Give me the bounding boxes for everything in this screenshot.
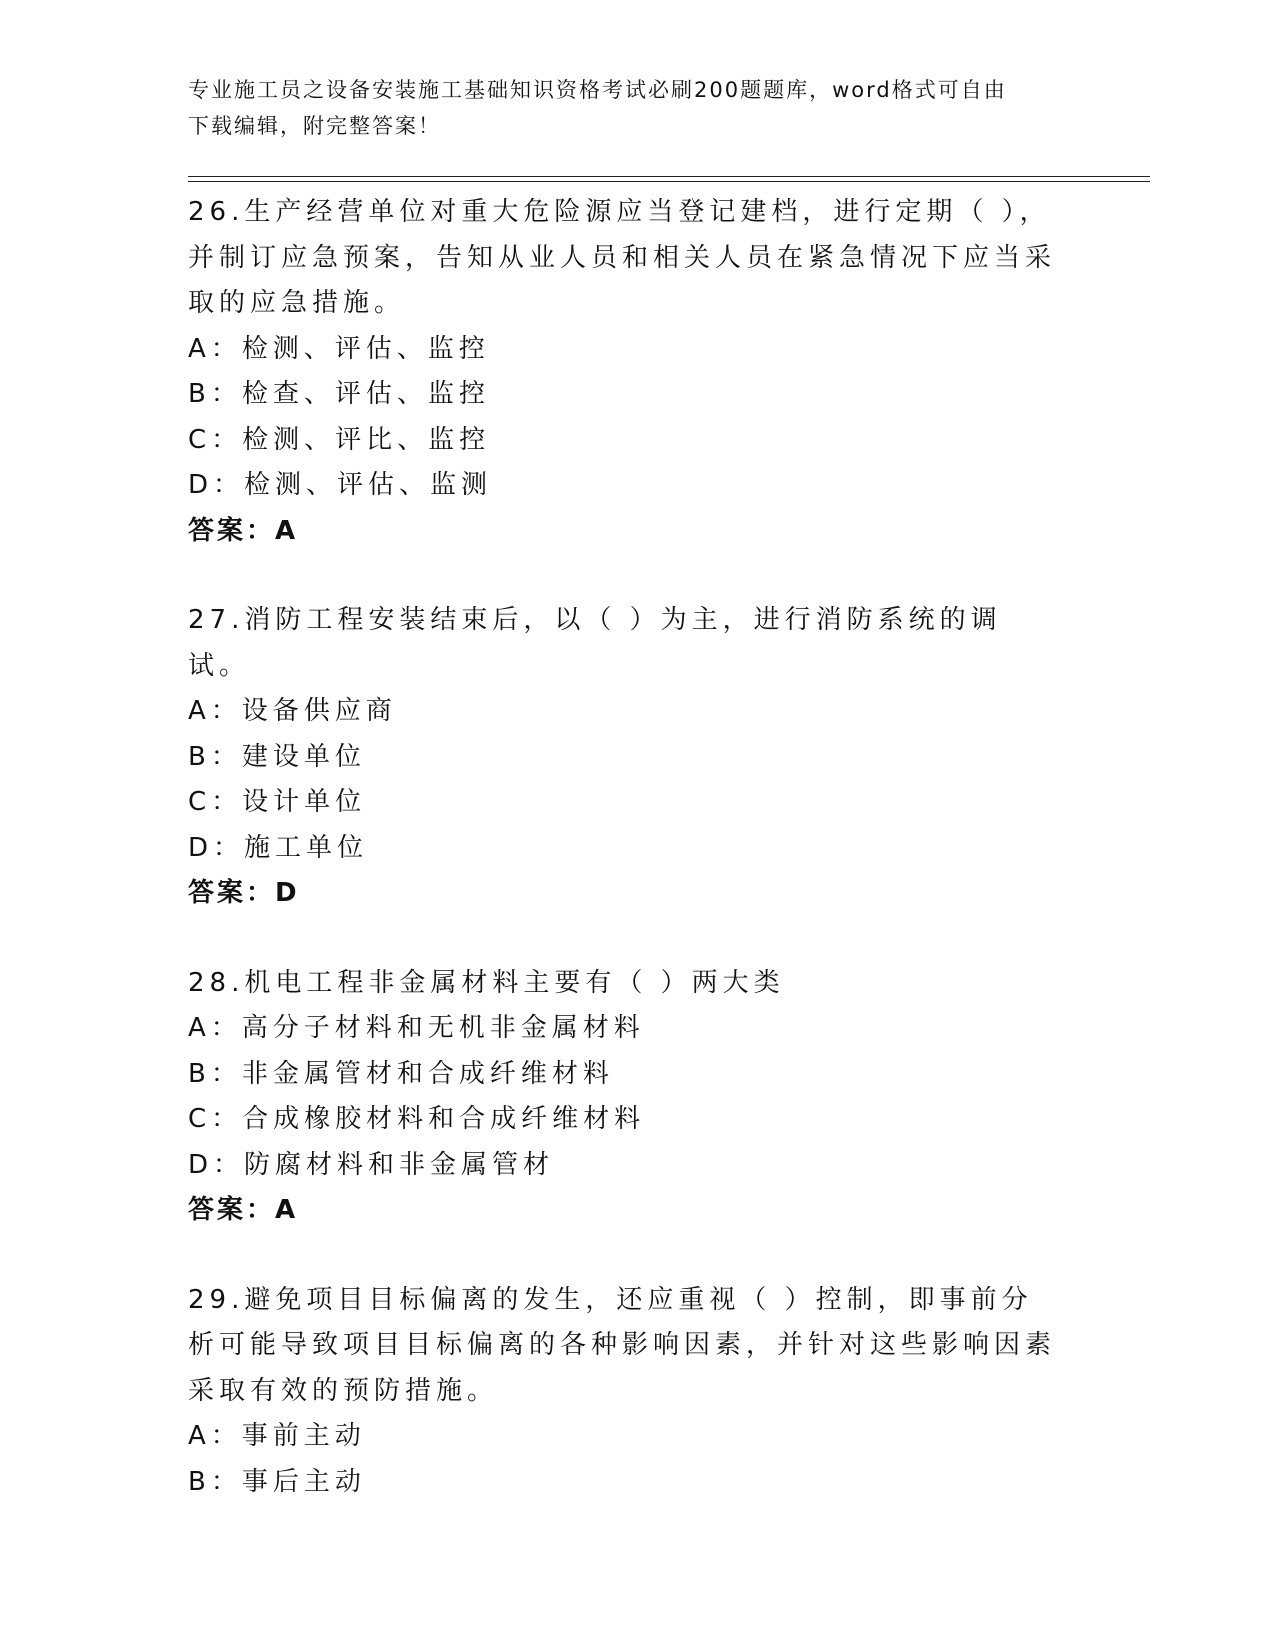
header-divider-top <box>188 176 1150 177</box>
option-a: A：检测、评估、监控 <box>188 333 490 364</box>
option-d: D：检测、评估、监测 <box>188 470 493 500</box>
option-d: D：施工单位 <box>188 832 369 863</box>
question-block <box>188 190 1058 554</box>
document-header <box>188 72 1068 144</box>
header-line-2: 下载编辑，附完整答案！ <box>188 114 441 138</box>
question-stem: 26.生产经营单位对重大危险源应当登记建档，进行定期（ ），并制订应急预案，告知从业人员和相关人员在紧急情况下应当采取的应急措施。 <box>188 197 1057 318</box>
option-a: A：事前主动 <box>188 1421 366 1451</box>
option-a: A：高分子材料和无机非金属材料 <box>188 1013 645 1043</box>
question-stem: 29.避免项目目标偏离的发生，还应重视（ ）控制，即事前分析可能导致项目目标偏离的各种影响因素，并针对这些影响因素采取有效的预防措施。 <box>188 1284 1057 1406</box>
option-b: B：检查、评估、监控 <box>188 379 490 409</box>
option-c: C：设计单位 <box>188 787 367 817</box>
option-c: C：合成橡胶材料和合成纤维材料 <box>188 1104 646 1134</box>
answer-line: 答案：A <box>188 1195 299 1225</box>
answer-line: 答案：A <box>188 515 299 546</box>
question-list <box>188 190 1058 1505</box>
question-block <box>188 961 1058 1234</box>
option-a: A：设备供应商 <box>188 696 397 726</box>
question-block <box>188 598 1058 917</box>
answer-line: 答案：D <box>188 878 300 908</box>
question-stem: 27.消防工程安装结束后，以（ ）为主，进行消防系统的调试。 <box>188 605 1002 681</box>
option-b: B：非金属管材和合成纤维材料 <box>188 1058 614 1089</box>
header-divider-bottom <box>188 181 1150 182</box>
option-b: B：建设单位 <box>188 741 366 772</box>
option-c: C：检测、评比、监控 <box>188 424 491 455</box>
header-line-1: 专业施工员之设备安装施工基础知识资格考试必刷200题题库，word格式可自由 <box>188 78 1007 102</box>
option-d: D：防腐材料和非金属管材 <box>188 1149 555 1180</box>
question-stem: 28.机电工程非金属材料主要有（ ）两大类 <box>188 967 785 998</box>
option-b: B：事后主动 <box>188 1466 366 1497</box>
question-block <box>188 1278 1058 1506</box>
